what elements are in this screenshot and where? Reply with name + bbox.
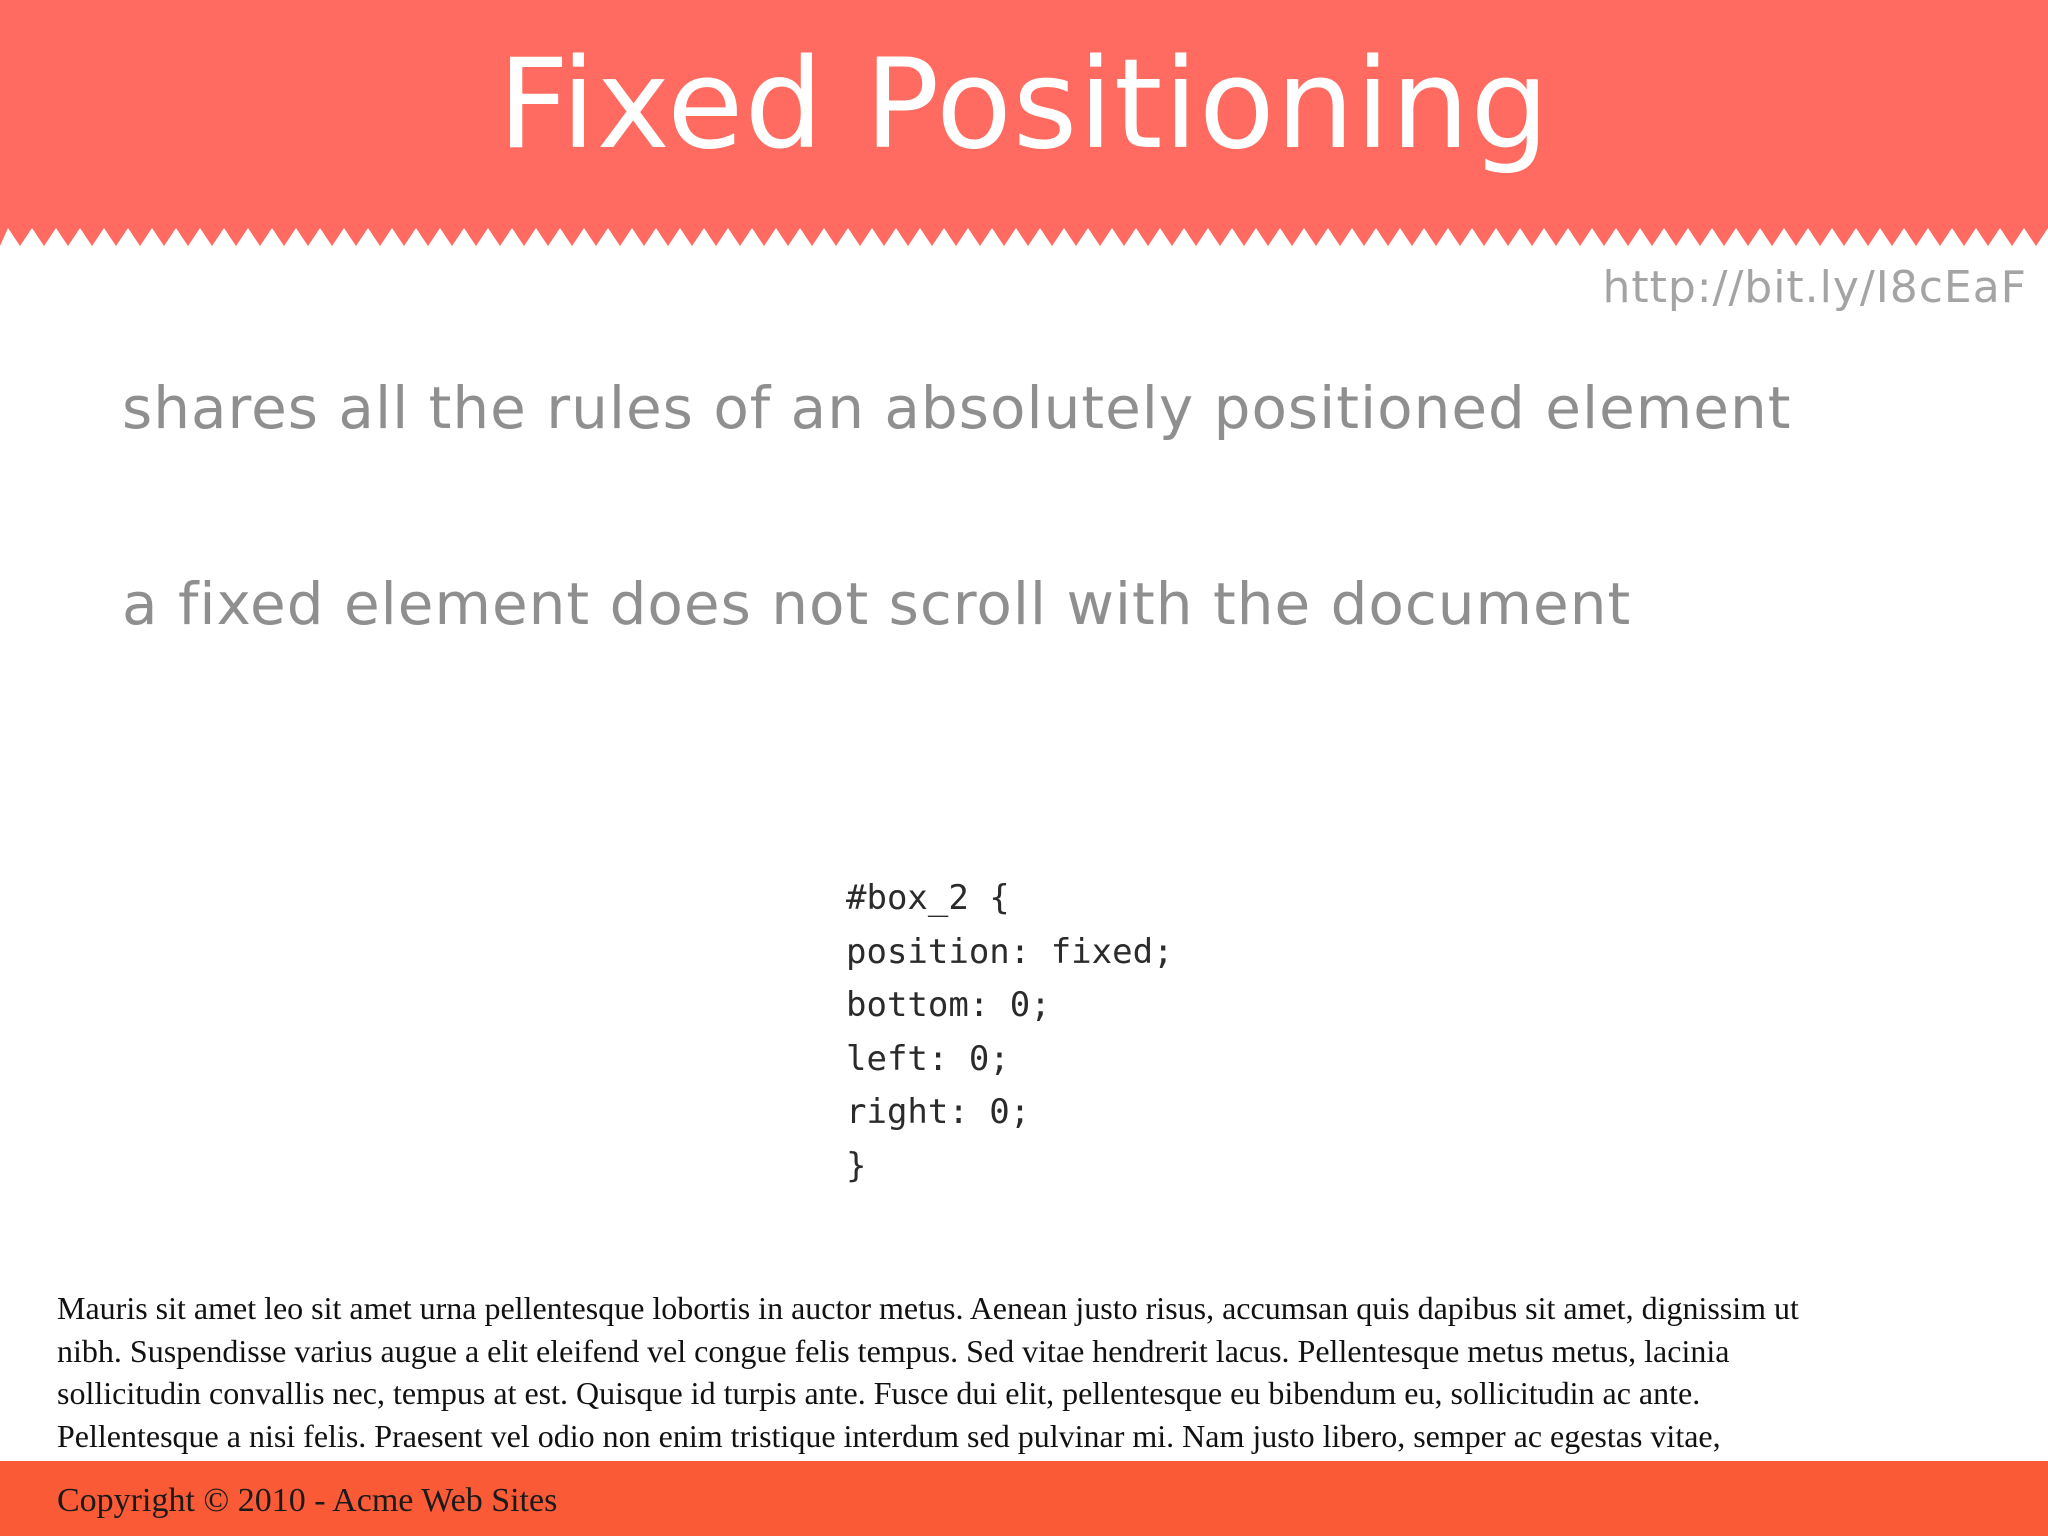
title-banner [0, 0, 2048, 250]
short-url: http://bit.ly/I8cEaF [1602, 262, 2027, 313]
bullet-absolute-rules: shares all the rules of an absolutely positioned element [122, 374, 1792, 442]
paragraph-line: Pellentesque a nisi felis. Praesent vel odio non enim tristique interdum sed pulvinar mi. Nam justo libero, semper ac egestas vitae, [57, 1417, 1721, 1454]
paragraph-line: Mauris sit amet leo sit amet urna pellentesque lobortis in auctor metus. Aenean justo risus, accumsan quis dapibus sit amet, dignissim ut [57, 1290, 1799, 1326]
css-code-sample [846, 872, 1174, 1193]
code-line-selector: #box_2 { [846, 878, 1010, 918]
paragraph-line: sollicitudin convallis nec, tempus at est. Quisque id turpis ante. Fusce dui elit, pellentesque eu bibendum eu, sollicitudin ac ante. [57, 1375, 1701, 1411]
code-line-bottom: bottom: 0; [846, 985, 1051, 1025]
fixed-footer [0, 1461, 2048, 1536]
slide-title: Fixed Positioning [497, 33, 1551, 177]
example-paragraph [57, 1287, 2017, 1457]
code-line-close: } [846, 1145, 867, 1186]
code-line-position: position: fixed; [846, 931, 1174, 972]
copyright-text: Copyright © 2010 - Acme Web Sites [57, 1482, 558, 1519]
code-line-left: left: 0; [846, 1038, 1010, 1079]
paragraph-line: nibh. Suspendisse varius augue a elit eleifend vel congue felis tempus. Sed vitae hendrerit lacus. Pellentesque metus metus, lacinia [57, 1332, 1730, 1369]
code-line-right: right: 0; [846, 1092, 1031, 1132]
bullet-fixed-scroll: a fixed element does not scroll with the document [122, 570, 1632, 638]
